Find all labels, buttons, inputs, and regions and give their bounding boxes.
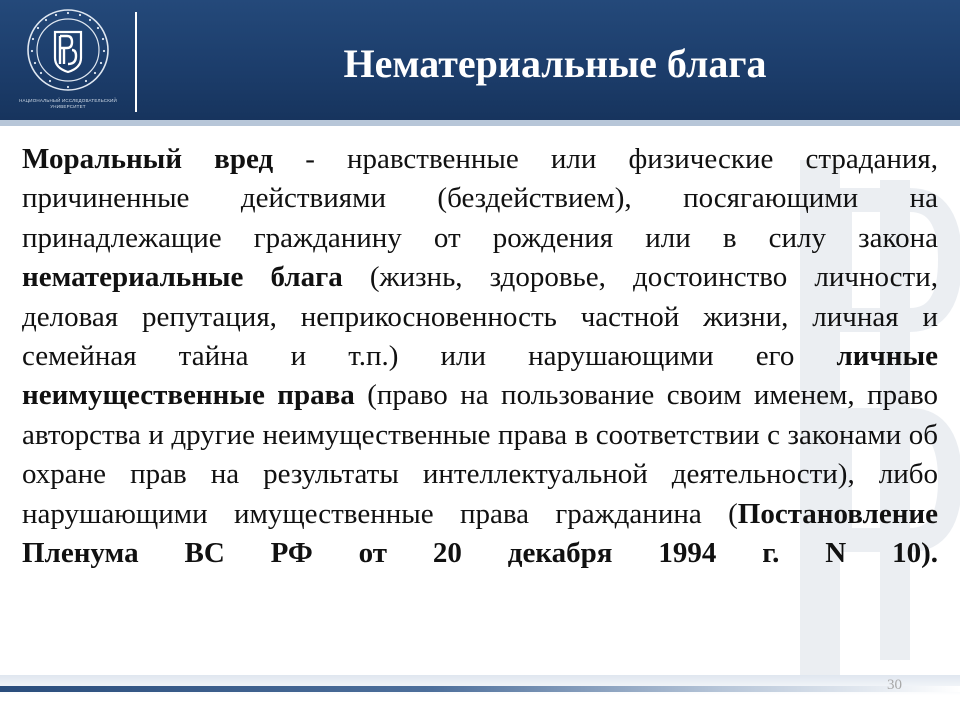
slide-header: [0, 0, 960, 126]
header-divider: [135, 12, 137, 112]
text-run: - нравственные или физические страдания, причиненные действиями (бездействием), посягающими на принадлежащие гражданину от рождения или в силу закона: [22, 143, 938, 254]
university-logo: [18, 6, 118, 118]
slide-title: Нематериальные блага: [343, 41, 767, 86]
header-bottom-line: [0, 120, 960, 126]
page-number: 30: [887, 677, 902, 693]
term-moral-harm: Моральный вред: [22, 143, 274, 175]
text-run: (жизнь, здоровье, достоинство личности, деловая репутация, неприкосновенность частной жизни, личная и семейная тайна и т.п.) или нарушающими его: [22, 261, 938, 373]
footer-band: [0, 675, 960, 695]
body-paragraph: [22, 140, 938, 573]
logo-caption: НАЦИОНАЛЬНЫЙ ИССЛЕДОВАТЕЛЬСКИЙ УНИВЕРСИТЕТ: [19, 98, 117, 109]
term-nonmaterial-goods: нематериальные блага: [22, 261, 343, 294]
term-personal-rights: личные неимущественные права: [22, 340, 938, 412]
footer-line: [0, 686, 960, 692]
citation-resolution: Постановление Пленума ВС РФ от 20 декабря 1994 г. N 10).: [22, 497, 938, 570]
hse-emblem-icon: [18, 6, 118, 98]
text-run: (право на пользование своим именем, право авторства и другие неимущественные права в соответствии с законами об охране прав на результаты интеллектуальной деятельности), либо нарушающими имущественные права гражданина (: [22, 379, 938, 530]
